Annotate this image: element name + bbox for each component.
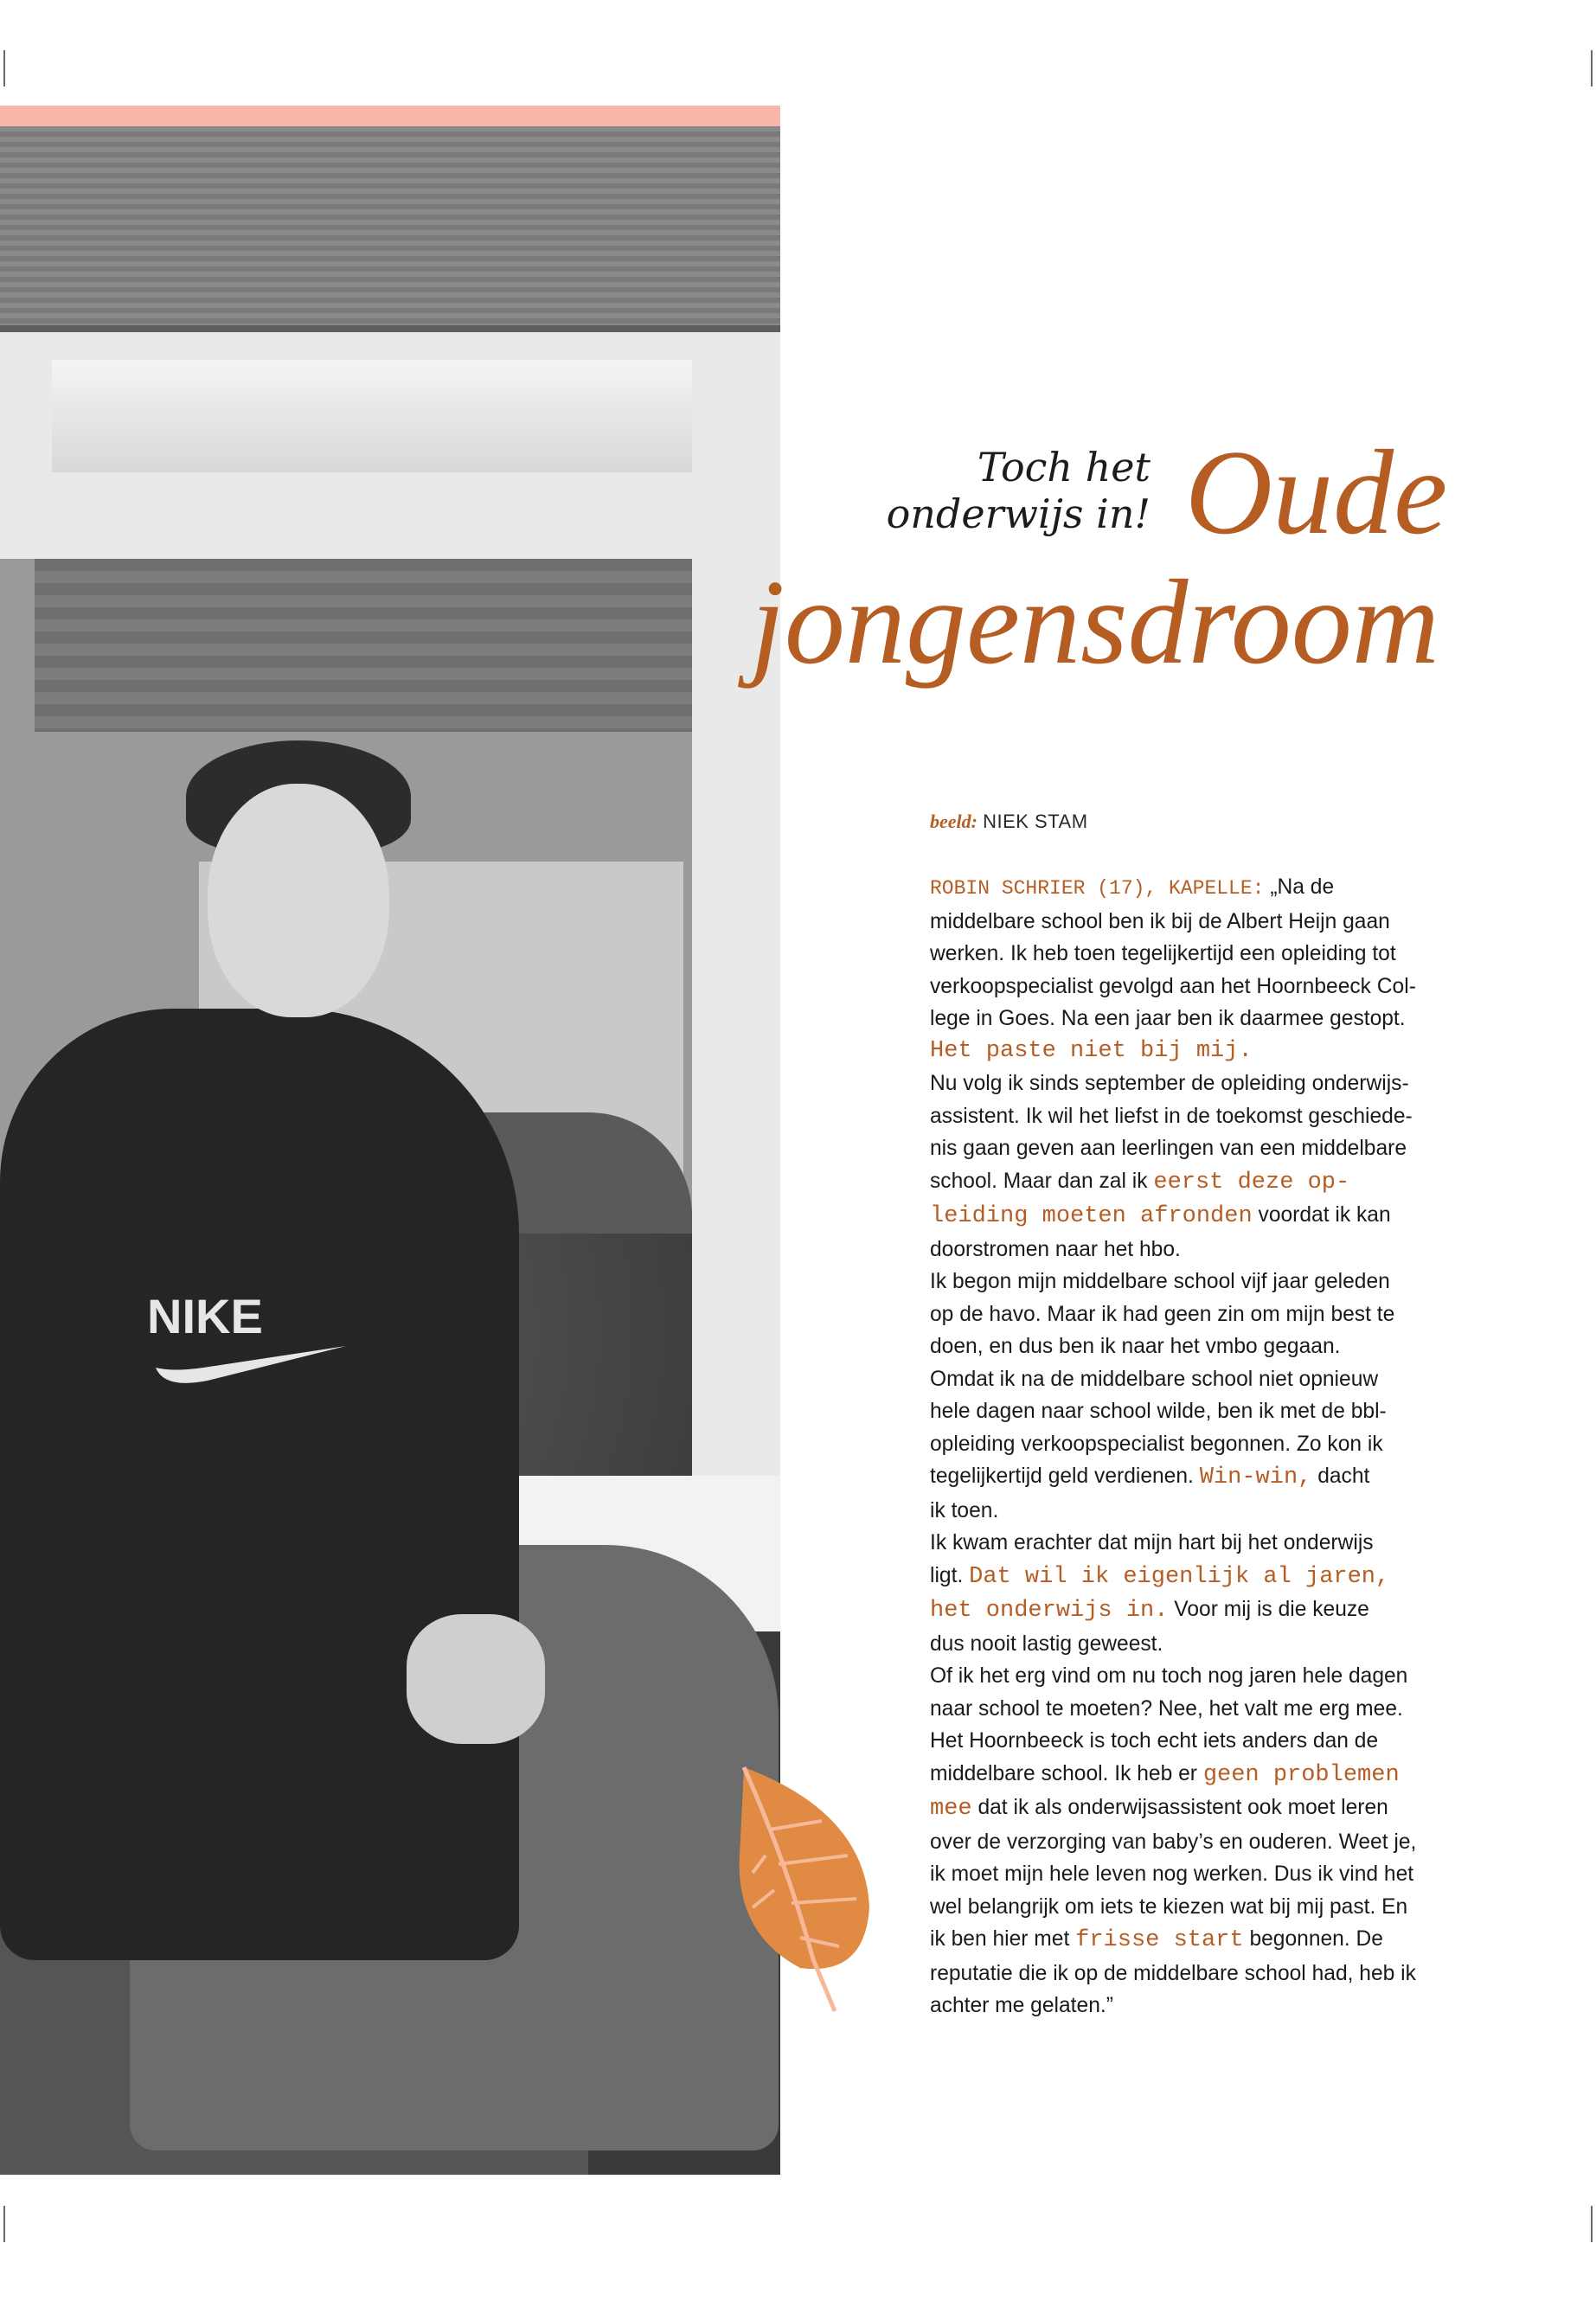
- body-line: opleiding verkoopspecialist begonnen. Zo kon ik: [930, 1432, 1383, 1456]
- highlight-quote: het onderwijs in.: [930, 1598, 1169, 1624]
- body-line: lege in Goes. Na een jaar ben ik daarmee gestopt.: [930, 1007, 1406, 1030]
- shirt-text: NIKE: [147, 1289, 263, 1343]
- body-line: doorstromen naar het hbo.: [930, 1237, 1181, 1261]
- body-line: Ik begon mijn middelbare school vijf jaar geleden: [930, 1270, 1390, 1293]
- body-line: Nu volg ik sinds september de opleiding onderwijs-: [930, 1072, 1409, 1095]
- kicker: [865, 444, 1151, 537]
- person-hands: [407, 1614, 545, 1744]
- portrait-photo: [0, 126, 780, 2175]
- person-hoodie: [0, 1009, 519, 1960]
- accent-bar: [0, 106, 780, 126]
- body-line: ROBIN SCHRIER (17), KAPELLE: „Na de: [930, 875, 1335, 900]
- crop-mark-top-right: [1591, 50, 1593, 87]
- body-line: ik ben hier met frisse start begonnen. De: [930, 1927, 1383, 1953]
- leaf-icon: [718, 1760, 891, 2020]
- body-line: wel belangrijk om iets te kiezen wat bij mij past. En: [930, 1894, 1408, 1919]
- highlight-quote: Dat wil ik eigenlijk al jaren,: [969, 1563, 1390, 1590]
- highlight-quote: eerst deze op-: [1153, 1169, 1350, 1195]
- article-body: [930, 871, 1458, 2022]
- speaker-name: ROBIN SCHRIER (17), KAPELLE:: [930, 877, 1265, 900]
- body-line: reputatie die ik op de middelbare school had, heb ik: [930, 1961, 1416, 1985]
- body-line: school. Maar dan zal ik eerst deze op-: [930, 1169, 1350, 1195]
- highlight-quote: leiding moeten afronden: [930, 1203, 1253, 1229]
- highlight-quote: geen problemen: [1202, 1761, 1400, 1788]
- window-blind: [0, 126, 780, 325]
- body-line: verkoopspecialist gevolgd aan het Hoornbeeck Col-: [930, 974, 1416, 998]
- body-line: werken. Ik heb toen tegelijkertijd een opleiding tot: [930, 942, 1396, 965]
- house-facade: [35, 559, 692, 732]
- crop-mark-bottom-right: [1591, 2206, 1593, 2242]
- body-line: nis gaan geven aan leerlingen van een middelbare: [930, 1137, 1407, 1160]
- title-line-1: Oude: [1185, 426, 1448, 560]
- title-line-2: jongensdroom: [751, 555, 1439, 689]
- body-line: tegelijkertijd geld verdienen. Win-win, dacht: [930, 1465, 1370, 1490]
- body-line: assistent. Ik wil het liefst in de toekomst geschiede-: [930, 1104, 1413, 1128]
- person-face: [208, 784, 389, 1017]
- crop-mark-top-left: [3, 50, 5, 87]
- body-line: Het Hoornbeeck is toch echt iets anders dan de: [930, 1729, 1379, 1753]
- body-line: middelbare school ben ik bij de Albert Heijn gaan: [930, 909, 1390, 933]
- body-line: Omdat ik na de middelbare school niet opnieuw: [930, 1367, 1379, 1391]
- body-line: ligt. Dat wil ik eigenlijk al jaren,: [930, 1563, 1390, 1590]
- highlight-quote: Het paste niet bij mij.: [930, 1037, 1253, 1064]
- window-blind-rail: [0, 325, 780, 332]
- body-line: Ik kwam erachter dat mijn hart bij het onderwijs: [930, 1531, 1374, 1554]
- photo-credit: [930, 809, 1088, 835]
- body-line: naar school te moeten? Nee, het valt me erg mee.: [930, 1696, 1403, 1721]
- body-line: dus nooit lastig geweest.: [930, 1631, 1163, 1656]
- photo-credit-name: NIEK STAM: [983, 811, 1088, 832]
- body-line: over de verzorging van baby’s en ouderen. Weet je,: [930, 1830, 1417, 1854]
- highlight-quote: frisse start: [1075, 1927, 1244, 1953]
- body-line: leiding moeten afronden voordat ik kan: [930, 1203, 1391, 1229]
- body-line: achter me gelaten.”: [930, 1994, 1113, 2017]
- highlight-quote: Win-win,: [1199, 1465, 1312, 1490]
- body-line: doen, en dus ben ik naar het vmbo gegaan.: [930, 1335, 1341, 1358]
- body-line: hele dagen naar school wilde, ben ik met de bbl-: [930, 1400, 1387, 1423]
- body-line: op de havo. Maar ik had geen zin om mijn best te: [930, 1302, 1395, 1326]
- body-line: middelbare school. Ik heb er geen problemen: [930, 1761, 1400, 1788]
- crop-mark-bottom-left: [3, 2206, 5, 2242]
- body-line: het onderwijs in. Voor mij is die keuze: [930, 1598, 1369, 1624]
- kicker-line-2: onderwijs in!: [886, 490, 1151, 537]
- logo-icon: [138, 1285, 355, 1389]
- photo-credit-label: beeld:: [930, 811, 977, 832]
- highlight-quote: mee: [930, 1796, 972, 1822]
- body-line: mee dat ik als onderwijsassistent ook moet leren: [930, 1796, 1388, 1822]
- kicker-line-1: Toch het: [977, 444, 1151, 490]
- body-line: ik toen.: [930, 1498, 999, 1522]
- body-line: Of ik het erg vind om nu toch nog jaren hele dagen: [930, 1664, 1408, 1688]
- window-top-pane: [52, 360, 692, 472]
- body-line: ik moet mijn hele leven nog werken. Dus ik vind het: [930, 1862, 1414, 1886]
